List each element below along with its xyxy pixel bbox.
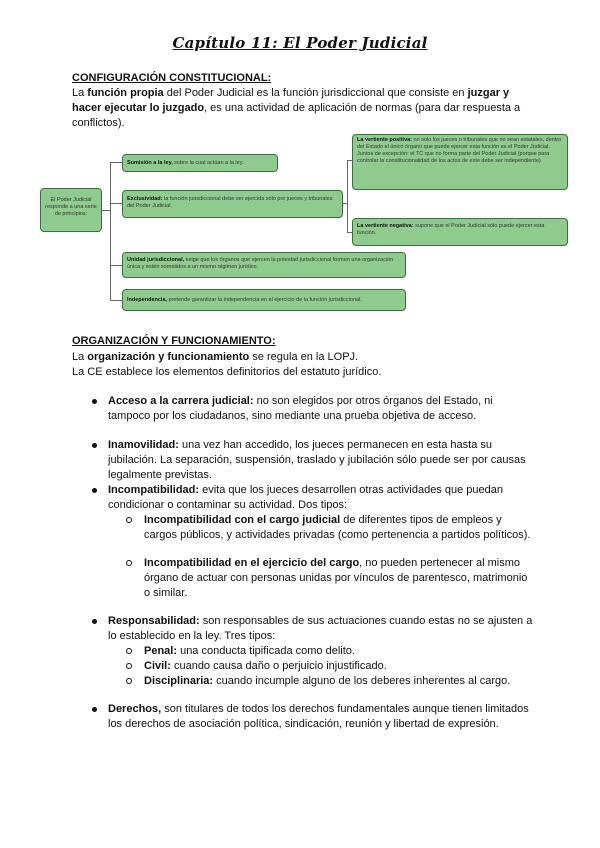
bullet-icon [92, 707, 97, 712]
sub-title: Civil: [144, 660, 171, 672]
node-unidad [122, 252, 406, 278]
node-title: Sumisión a la ley, [127, 160, 173, 166]
item-title: Incompatibilidad: [108, 484, 200, 496]
sub-title: Incompatibilidad con el cargo judicial [144, 514, 341, 526]
item-title: Inamovilidad: [108, 439, 179, 451]
item-title: Derechos, [108, 703, 162, 715]
connector [102, 210, 110, 211]
node-title: La vertiente positiva: [357, 137, 413, 143]
intro-bold: función propia [87, 87, 164, 99]
organizacion-paragraph [72, 350, 534, 380]
node-text: Juntos de excepción: el TC que no forma parte del Poder Judicial (porque para controlar la constitucionalidad de los actos de este debe ser independiente) [357, 151, 550, 164]
para-text: se regula en la LOPJ. [249, 351, 359, 363]
item-text: son responsables de sus actuaciones cuando estas no se ajusten a lo establecido en la ley. Tres tipos: [108, 615, 533, 642]
intro-paragraph [72, 86, 534, 131]
node-text: la función jurisdiccional debe ser ejercida sólo por jueces y tribunales del Poder Judicial. [127, 196, 333, 209]
item-title: Responsabilidad: [108, 615, 200, 627]
node-independencia [122, 289, 406, 311]
connector [110, 265, 122, 266]
item-text: no son elegidos por otros órganos del Estado, ni tampoco por los ciudadanos, sino mediante una prueba objetiva de acceso. [108, 395, 493, 422]
intro-bold: juzgar y hacer ejecutar lo juzgado [72, 87, 510, 114]
connector [110, 162, 122, 163]
sub-title: Disciplinaria: [144, 675, 214, 687]
item-title: Acceso a la carrera judicial: [108, 395, 254, 407]
connector [347, 160, 348, 232]
sub-text: una conducta tipificada como delito. [177, 645, 355, 657]
bullet-icon [92, 619, 97, 624]
node-vertiente-negativa [352, 218, 568, 246]
node-text: exige que los órganos que ejercen la potestad jurisdiccional formen una organización única y estén sometidos a un mismo régimen jurídico. [127, 257, 394, 270]
node-exclusividad [122, 190, 343, 218]
node-title: La vertiente negativa: [357, 223, 414, 229]
sub-text: , no pueden pertenecer al mismo órgano de actuar con personas unidas por vínculos de parentesco, matrimonio o similar. [144, 557, 528, 599]
sub-title: Incompatibilidad en el ejercicio del cargo [144, 557, 360, 569]
connector [110, 162, 111, 300]
bullet-icon [92, 488, 97, 493]
node-text: supone que el Poder Judicial sólo puede ejercer esta función. [357, 223, 545, 236]
para-text: La [72, 351, 88, 363]
node-title: Exclusividad: [127, 196, 163, 202]
circle-bullet-icon [126, 663, 132, 669]
sub-text: cuando causa daño o perjuicio injustificado. [170, 660, 387, 672]
page-title: Capítulo 11: El Poder Judicial [172, 34, 428, 52]
connector [110, 203, 122, 204]
node-title: Independencia, [127, 297, 168, 303]
node-title: Unidad jurisdiccional, [127, 257, 185, 263]
node-text: no solo los jueces o tribunales que no sean estatales, dentro del Estado el único órgano que puede ejercer esta función es el Poder Judicial. [357, 137, 562, 150]
node-text: sobre la cual actúan a la ley. [172, 160, 244, 166]
node-vertiente-positiva [352, 134, 568, 190]
para-text: La CE establece los elementos definitorios del estatuto jurídico. [72, 366, 382, 378]
section-heading-configuracion: CONFIGURACIÓN CONSTITUCIONAL: [72, 72, 272, 84]
para-bold: organización y funcionamiento [87, 351, 250, 363]
node-text: pretende garantizar la independencia en el ejercicio de la función jurisdiccional. [167, 297, 362, 303]
intro-text: del Poder Judicial es la función jurisdiccional que consiste en [163, 87, 468, 99]
item-text: una vez han accedido, los jueces permanecen en esta hasta su jubilación. La separación, suspensión, traslado y jubilación sólo puede ser por causas legalmente previstas. [108, 439, 526, 481]
intro-text: , es una actividad de aplicación de normas (para dar respuesta a conflictos). [72, 102, 521, 129]
circle-bullet-icon [126, 517, 132, 523]
sub-text: cuando incumple alguno de los deberes inherentes al cargo. [213, 675, 511, 687]
item-text: son titulares de todos los derechos fundamentales aunque tienen limitados los derechos de asociación política, sindicación, reunión y libertad de expresión. [108, 703, 529, 730]
item-text: evita que los jueces desarrollen otras actividades que puedan condicionar o contaminar su actividad. Dos tipos: [108, 484, 503, 511]
bullet-icon [92, 399, 97, 404]
sub-text: de diferentes tipos de empleos y cargos públicos, y actividades privadas (como pertenencia a partidos políticos). [144, 514, 531, 541]
circle-bullet-icon [126, 648, 132, 654]
bullet-icon [92, 443, 97, 448]
connector [110, 300, 122, 301]
root-node: El Poder Judicial responde a una serie de principios: [40, 188, 102, 232]
node-sumision [122, 154, 278, 172]
circle-bullet-icon [126, 678, 132, 684]
sub-title: Penal: [144, 645, 178, 657]
intro-text: La [72, 87, 88, 99]
section-heading-organizacion: ORGANIZACIÓN Y FUNCIONAMIENTO: [72, 335, 276, 347]
circle-bullet-icon [126, 560, 132, 566]
